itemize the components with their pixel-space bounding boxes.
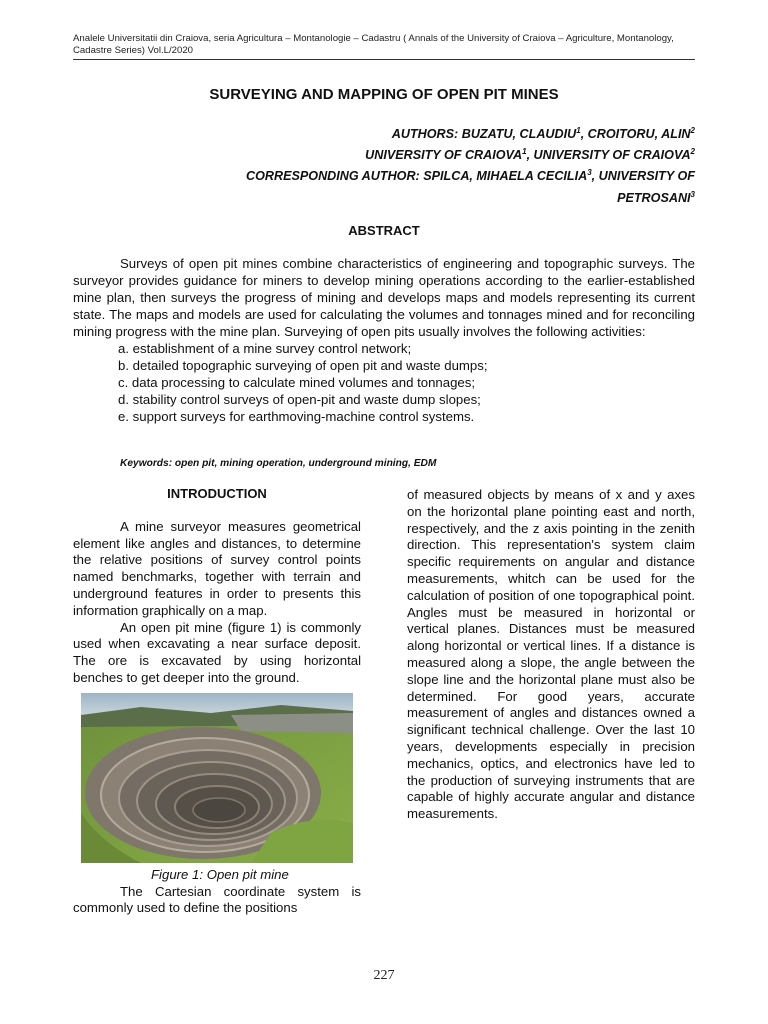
- body-paragraph: of measured objects by means of x and y axes on the horizontal plane pointing east and north, respectively, and the z axis pointing in the zenith direction. This representation's system claim specific requirements on angular and distance measurements, whitch can be used for the calculation of position of one topographical point. Angles must be measured in horizontal or vertical planes. Distances must be measured along horizontal or vertical lines. If a distance is measured along a slope, the angle between the slope line and the horizontal plane must also be determined. For good years, accurate measurement of angles and distances owned a significant technical challenge. Over the last 10 years, developments especially in precision mechanics, optics, and electronics have led to the production of surveying instruments that are capable of highly accurate angular and distance measurements.: [407, 487, 695, 822]
- affiliation-mark: 2: [690, 126, 695, 135]
- affiliation-mark: 2: [690, 147, 695, 157]
- list-item: b. detailed topographic surveying of open pit and waste dumps;: [118, 358, 488, 373]
- affiliation-line: [73, 143, 695, 164]
- corresponding-author-text: , UNIVERSITY OF: [591, 169, 695, 184]
- authors-block: [73, 122, 695, 207]
- journal-header: [73, 33, 695, 60]
- left-column: [73, 486, 361, 917]
- corresponding-author-text: CORRESPONDING AUTHOR: SPILCA, MIHAELA CECILIA: [246, 169, 588, 184]
- list-item: a. establishment of a mine survey control network;: [118, 341, 412, 356]
- list-item: c. data processing to calculate mined volumes and tonnages;: [118, 375, 476, 390]
- introduction-heading: INTRODUCTION: [167, 486, 267, 501]
- list-item: d. stability control surveys of open-pit and waste dump slopes;: [118, 392, 481, 407]
- corresponding-affiliation-line: [73, 186, 695, 207]
- authors-line: [73, 122, 695, 143]
- affiliation-mark: 1: [522, 147, 527, 157]
- abstract-heading: ABSTRACT: [348, 223, 420, 238]
- authors-text: , CROITORU, ALIN: [580, 127, 691, 142]
- affiliation-text: , UNIVERSITY OF CRAIOVA: [526, 148, 691, 163]
- intro-paragraph: An open pit mine (figure 1) is commonly used when excavating a near surface deposit. The ore is excavated by using horizontal benches to get deeper into the ground.: [73, 619, 361, 685]
- affiliation-text: UNIVERSITY OF CRAIOVA: [365, 148, 523, 163]
- paper-title: SURVEYING AND MAPPING OF OPEN PIT MINES: [209, 86, 559, 103]
- open-pit-mine-photo: [81, 693, 353, 863]
- journal-header-text: Analele Universitatii din Craiova, seria Agricultura – Montanologie – Cadastru ( Annals of the University of Craiova – Agriculture, Montanology, Cadastre Series) Vol.L/2020: [73, 33, 674, 56]
- keywords: Keywords: open pit, mining operation, underground mining, EDM: [120, 458, 437, 469]
- corresponding-author-line: [73, 164, 695, 185]
- figure-caption: Figure 1: Open pit mine: [151, 866, 289, 882]
- corresponding-affiliation-text: PETROSANI: [617, 190, 691, 205]
- right-column: [407, 487, 695, 823]
- abstract-paragraph: Surveys of open pit mines combine characteristics of engineering and topographic surveys. The surveyor provides guidance for miners to develop mining operations according to the earlier-established mine plan, then surveys the progress of mining and develops maps and models representing its current state. The maps and models are used for calculating the volumes and tonnages mined and for reconciling mining progress with the mine plan. Surveying of open pits usually involves the following activities:: [73, 256, 695, 339]
- affiliation-mark: 3: [587, 168, 592, 178]
- list-item: e. support surveys for earthmoving-machine control systems.: [118, 409, 475, 424]
- abstract-body: [73, 255, 695, 425]
- page-number: 227: [373, 968, 395, 983]
- activity-list: [73, 340, 695, 425]
- intro-paragraph: The Cartesian coordinate system is commonly used to define the positions: [73, 883, 361, 916]
- affiliation-mark: 1: [576, 126, 581, 135]
- intro-paragraph: A mine surveyor measures geometrical element like angles and distances, to determine the relative positions of survey control points named benchmarks, together with terrain and underground features in order to presents this information graphically on a map.: [73, 518, 361, 618]
- authors-text: AUTHORS: BUZATU, CLAUDIU: [391, 127, 577, 142]
- affiliation-mark: 3: [690, 189, 695, 199]
